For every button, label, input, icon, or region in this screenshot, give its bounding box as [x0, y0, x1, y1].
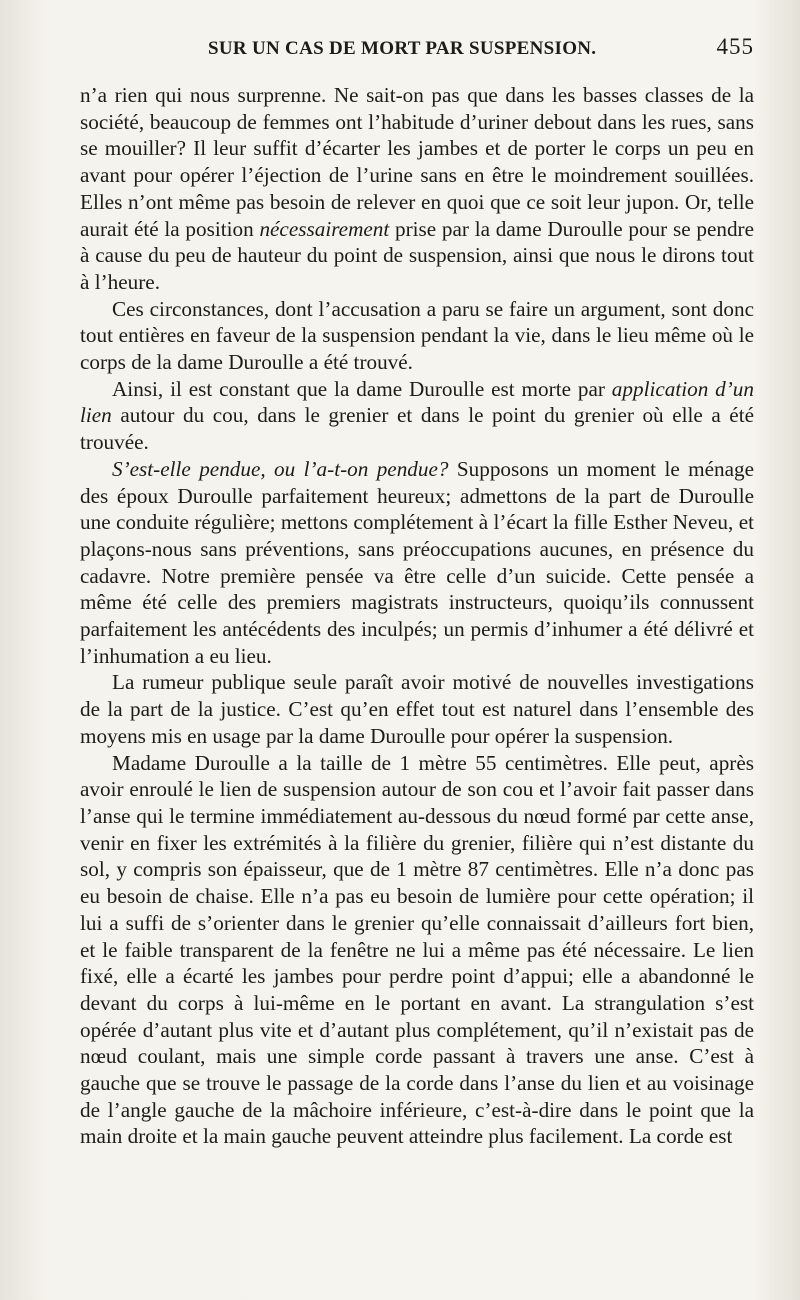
running-title: SUR UN CAS DE MORT PAR SUSPENSION. [208, 38, 597, 59]
paragraph-1: n’a rien qui nous surprenne. Ne sait-on pas que dans les basses classes de la société, beaucoup de femmes ont l’habitude d’uriner debout dans les rues, sans se mouiller? Il leur suffit d’écarter les jambes et de porter le corps un peu en avant pour opérer l’éjection de l’urine sans en être le moindrement souillées. Elles n’ont même pas besoin de relever en quoi que ce soit leur jupon. Or, telle aurait été la position nécessairement prise par la dame Duroulle pour se pendre à cause du peu de hauteur du point de suspension, ainsi que nous le dirons tout à l’heure. [80, 83, 754, 294]
paragraph-6: Madame Duroulle a la taille de 1 mètre 55 centimètres. Elle peut, après avoir enroulé le lien de suspension autour de son cou et l’avoir fait passer dans l’anse qui le termine immédiatement au-dessous du nœud formé par cette anse, venir en fixer les extrémités à la filière du grenier, filière qui n’est distante du sol, y compris son épaisseur, que de 1 mètre 87 centimètres. Elle n’a donc pas eu besoin de chaise. Elle n’a pas eu besoin de lumière pour cette opération; il lui a suffi de s’orienter dans le grenier qu’elle connaissait d’ailleurs fort bien, et le faible transparent de la fenêtre ne lui a même pas été nécessaire. Le lien fixé, elle a écarté les jambes pour perdre point d’appui; elle a abandonné le devant du corps à lui-même en le portant en avant. La strangulation s’est opérée d’autant plus vite et d’autant plus complétement, qu’il n’existait pas de nœud coulant, mais une simple corde passant à travers une anse. C’est à gauche que se trouve le passage de la corde dans l’anse du lien et au voisinage de l’angle gauche de la mâchoire inférieure, c’est-à-dire dans le point que la main droite et la main gauche peuvent atteindre plus facilement. La corde est [80, 750, 754, 1149]
italic-question: S’est-elle pendue, ou l’a-t-on pendue? [112, 456, 449, 481]
page-body [80, 82, 754, 1150]
paragraph-4: S’est-elle pendue, ou l’a-t-on pendue? Supposons un moment le ménage des époux Duroulle parfaitement heureux; admettons de la part de Duroulle une conduite régulière; mettons complétement à l’écart la fille Esther Neveu, et plaçons-nous sans préventions, sans préoccupations aucunes, en présence du cadavre. Notre première pensée va être celle d’un suicide. Cette pensée a même été celle des premiers magistrats instructeurs, quoiqu’ils connussent parfaitement les antécédents des inculpés; un permis d’inhumer a été délivré et l’inhumation a eu lieu. [80, 456, 754, 668]
italic-emphasis: nécessairement [259, 216, 390, 241]
page-number: 455 [716, 34, 754, 59]
italic-emphasis: application d’un lien [80, 376, 754, 428]
paragraph-5: La rumeur publique seule paraît avoir motivé de nouvelles investigations de la part de la justice. C’est qu’en effet tout est naturel dans l’ensemble des moyens mis en usage par la dame Duroulle pour opérer la suspension. [80, 670, 754, 748]
paragraph-3: Ainsi, il est constant que la dame Duroulle est morte par application d’un lien autour du cou, dans le grenier et dans le point du grenier où elle a été trouvée. [80, 376, 754, 455]
page-header [80, 34, 754, 74]
paragraph-2: Ces circonstances, dont l’accusation a paru se faire un argument, sont donc tout entières en faveur de la suspension pendant la vie, dans le lieu même où le corps de la dame Duroulle a été trouvé. [80, 296, 754, 375]
